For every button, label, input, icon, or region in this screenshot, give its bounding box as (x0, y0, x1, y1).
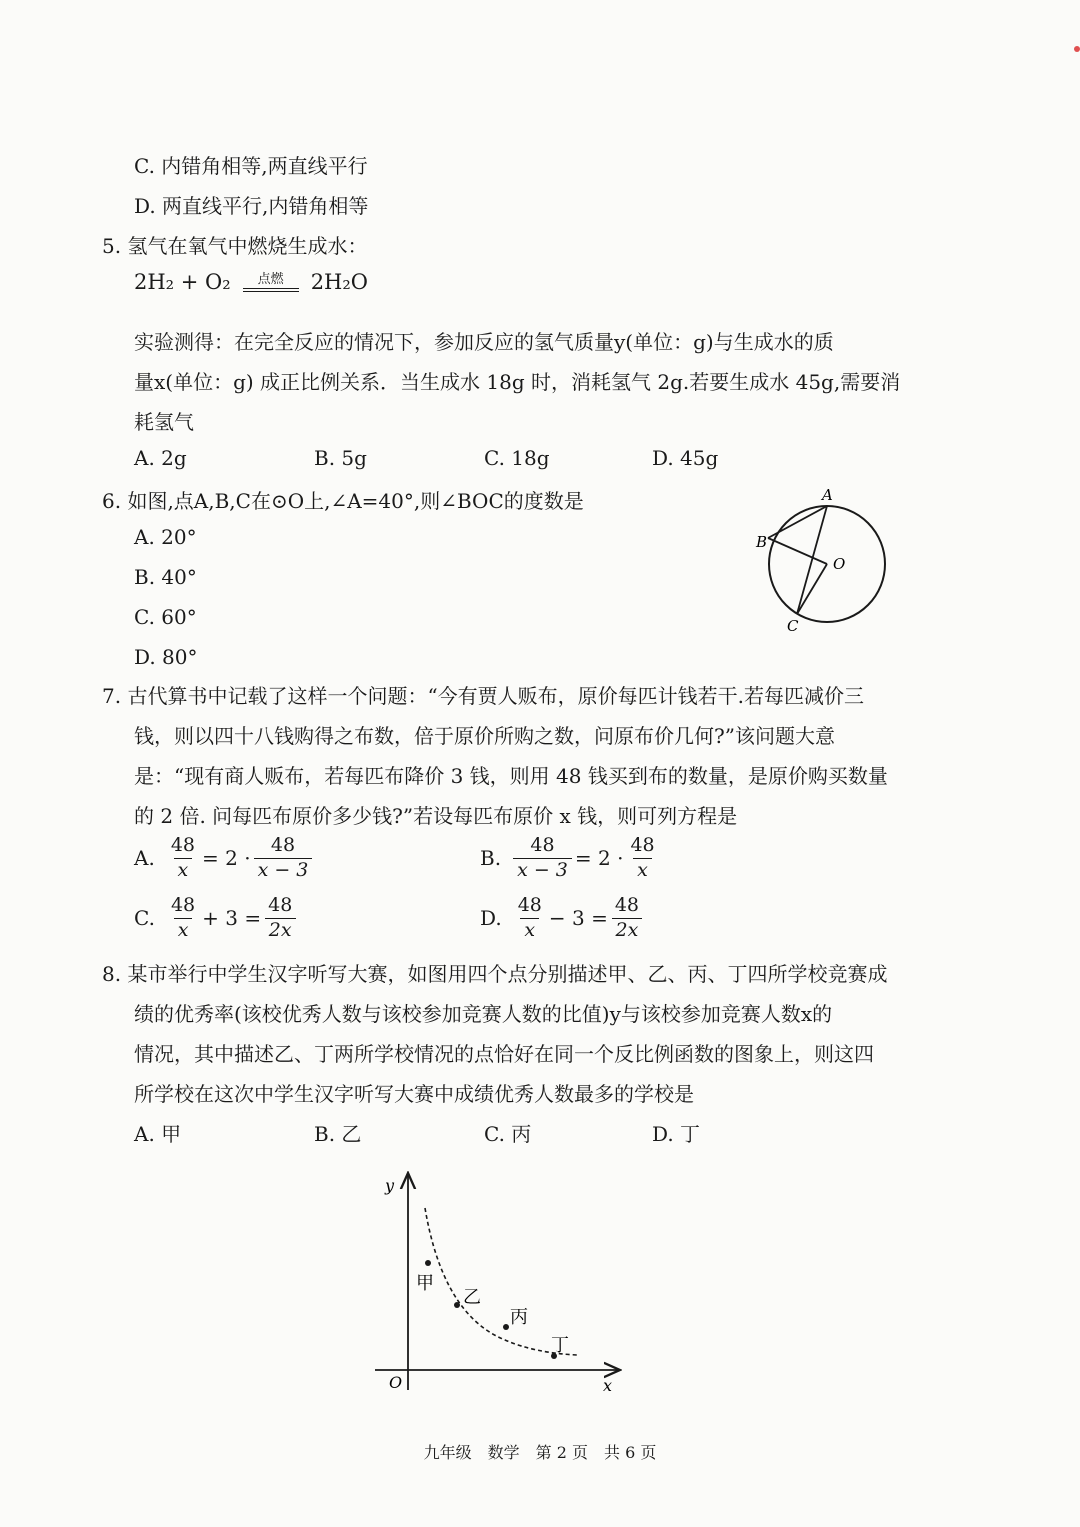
q8-label-jia: 甲 (416, 1273, 434, 1294)
q6-label-a: A (822, 486, 833, 504)
q6-option-a: A. 20° (134, 525, 197, 549)
q8-point-yi (454, 1302, 460, 1308)
page-footer: 九年级 数学 第 2 页 共 6 页 (423, 1443, 657, 1462)
q7-a-operator: = 2 · (202, 846, 251, 871)
q7-option-d-label: D. (480, 906, 502, 931)
q6-radius-ob (768, 538, 827, 564)
q8-option-c: C. 丙 (484, 1122, 532, 1146)
q6-option-c: C. 60° (134, 605, 197, 629)
q8-point-bing (503, 1324, 509, 1330)
q7-option-a (134, 836, 315, 881)
q5-stem: 5. 氢气在氧气中燃烧生成水： (102, 234, 368, 258)
q5-option-b: B. 5g (314, 446, 367, 470)
q6-stem: 6. 如图,点A,B,C在⊙O上,∠A=40°,则∠BOC的度数是 (102, 489, 584, 513)
q7-option-d (480, 896, 646, 941)
q7-a-frac2 (254, 836, 313, 881)
q6-radius-oc (797, 564, 827, 614)
q5-eq-left: 2H₂ + O₂ (134, 270, 231, 294)
q7-line1: 7. 古代算书中记载了这样一个问题：“今有贾人贩布，原价每匹计钱若干.若每匹减价三 (102, 684, 865, 708)
q8-label-ding: 丁 (551, 1335, 569, 1356)
q5-eq-condition: 点燃 (257, 271, 284, 287)
q4-option-d: D. 两直线平行,内错角相等 (134, 194, 369, 218)
q7-b-operator: = 2 · (574, 846, 624, 871)
q6-chord-ab (768, 506, 827, 538)
q5-eq-right: 2H₂O (310, 270, 368, 294)
q6-chord-ac (797, 506, 827, 614)
q7-c-den1: x (174, 918, 193, 941)
corner-mark (1074, 46, 1080, 52)
q6-label-c: C (787, 617, 799, 635)
q7-c-operator: + 3 = (202, 906, 262, 931)
q7-option-b-label: B. (480, 846, 502, 871)
q7-d-num1: 48 (517, 894, 542, 916)
q8-line3: 情况，其中描述乙、丁两所学校情况的点恰好在同一个反比例函数的图象上，则这四 (134, 1042, 874, 1066)
q7-b-den1: x − 3 (513, 858, 572, 881)
q8-label-o: O (389, 1373, 403, 1392)
q7-c-frac1 (167, 896, 199, 941)
q7-b-frac2 (626, 836, 658, 881)
q7-b-frac1 (513, 836, 572, 881)
q5-line3: 耗氢气 (134, 410, 194, 434)
q7-c-den2: 2x (265, 918, 296, 941)
q7-option-c-label: C. (134, 906, 155, 931)
q7-option-c (134, 896, 299, 941)
q4-option-c: C. 内错角相等,两直线平行 (134, 154, 368, 178)
q8-point-jia (425, 1260, 431, 1266)
q8-line1: 8. 某市举行中学生汉字听写大赛，如图用四个点分别描述甲、乙、丙、丁四所学校竞赛成 (102, 962, 888, 986)
q7-a-den2: x − 3 (254, 858, 313, 881)
q8-option-b: B. 乙 (314, 1122, 362, 1146)
q7-a-num2: 48 (270, 834, 296, 856)
q7-line2: 钱，则以四十八钱购得之布数，倍于原价所购之数，问原布价几何?”该问题大意 (134, 724, 835, 748)
q7-line4: 的 2 倍. 问每匹布原价多少钱?”若设每匹布原价 x 钱，则可列方程是 (134, 804, 738, 828)
q7-b-den2: x (633, 858, 652, 881)
q8-option-a: A. 甲 (134, 1122, 182, 1146)
q8-label-y: y (385, 1176, 395, 1195)
q7-a-num1: 48 (170, 834, 195, 856)
q7-a-frac1 (167, 836, 199, 881)
q7-c-num1: 48 (170, 894, 196, 916)
q7-line3: 是：“现有商人贩布，若每匹布降价 3 钱，则用 48 钱买到布的数量，是原价购买数量 (134, 764, 888, 788)
q7-d-operator: − 3 = (548, 906, 608, 931)
q7-b-num1: 48 (530, 834, 555, 856)
q7-c-num2: 48 (268, 894, 293, 916)
q8-label-yi: 乙 (463, 1287, 481, 1308)
q5-line2: 量x(单位：g) 成正比例关系．当生成水 18g 时，消耗氢气 2g.若要生成水 45g,需要消 (134, 370, 901, 394)
q8-line4: 所学校在这次中学生汉字听写大赛中成绩优秀人数最多的学校是 (134, 1082, 694, 1106)
q7-d-num2: 48 (614, 894, 640, 916)
q7-option-a-label: A. (134, 846, 155, 871)
q7-a-den1: x (174, 858, 193, 881)
q7-d-frac2 (611, 896, 643, 941)
q8-curve (425, 1208, 577, 1355)
q5-option-c: C. 18g (484, 446, 550, 470)
q6-label-o: O (833, 555, 846, 573)
q7-d-frac1 (514, 896, 546, 941)
q5-equation (134, 270, 368, 294)
q7-d-den1: x (520, 918, 539, 941)
q8-option-d: D. 丁 (652, 1122, 701, 1146)
q8-label-bing: 丙 (510, 1307, 528, 1328)
q5-eq-arrow (243, 273, 299, 292)
q6-label-b: B (756, 533, 768, 551)
q6-option-d: D. 80° (134, 645, 198, 669)
q5-option-a: A. 2g (134, 446, 187, 470)
q7-d-den2: 2x (612, 918, 643, 941)
q6-circle-figure (740, 480, 910, 640)
q6-option-b: B. 40° (134, 565, 197, 589)
q5-option-d: D. 45g (652, 446, 719, 470)
q7-c-frac2 (264, 896, 296, 941)
q7-option-b (480, 836, 662, 881)
q8-label-x: x (603, 1376, 613, 1395)
q8-line2: 绩的优秀率(该校优秀人数与该校参加竞赛人数的比值)y与该校参加竞赛人数x的 (134, 1002, 833, 1026)
q8-graph (365, 1165, 635, 1405)
q7-b-num2: 48 (630, 834, 655, 856)
q5-line1: 实验测得：在完全反应的情况下，参加反应的氢气质量y(单位：g)与生成水的质 (134, 330, 834, 354)
